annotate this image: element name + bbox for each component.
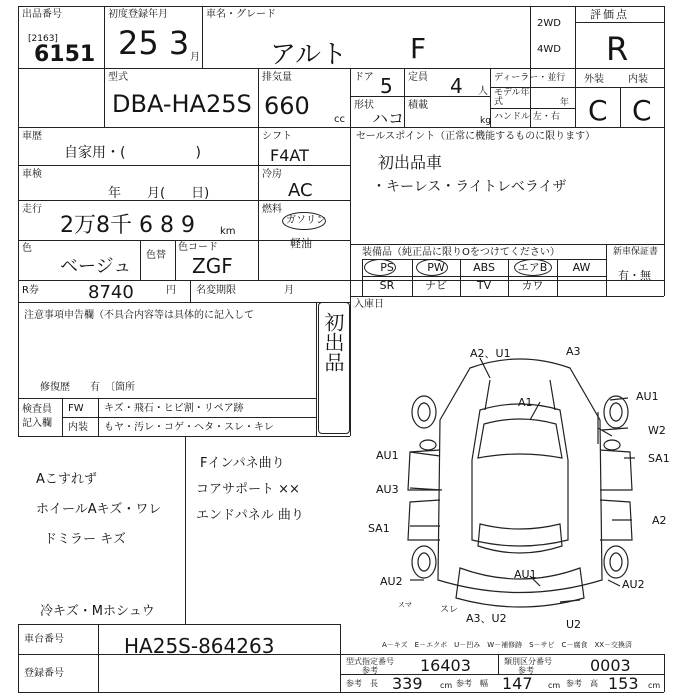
- damage-legend: A－キズ E－エクボ U－凹み W－補修跡 S－サビ C－腐食 XX－交換済: [382, 641, 633, 649]
- note-right-2: コアサポート ××: [196, 482, 300, 497]
- width-label: 幅: [480, 679, 488, 688]
- lot-number: 6151: [34, 42, 96, 67]
- chassis-label: 車台番号: [24, 634, 64, 645]
- length-ref-label: 参考: [346, 679, 362, 688]
- height-unit: cm: [648, 681, 661, 690]
- equipment-navi[interactable]: ナビ: [425, 279, 447, 292]
- divider: [340, 624, 341, 692]
- equipment-tv[interactable]: TV: [476, 279, 492, 292]
- car-name-label: 車名・グレード: [206, 9, 276, 20]
- divider: [498, 654, 499, 674]
- damage-mark: AU1: [514, 568, 537, 581]
- first-reg-value: 25 3: [118, 24, 190, 62]
- exterior-value: C: [588, 94, 608, 127]
- damage-mark: A2、U1: [470, 347, 511, 360]
- diagram-sma: スマ: [398, 601, 412, 609]
- divider: [362, 259, 606, 260]
- dealer-label[interactable]: ディーラー・並行: [494, 73, 566, 83]
- first-reg-label: 初度登録年月: [108, 9, 168, 20]
- width-value: 147: [502, 674, 533, 693]
- divider: [62, 398, 63, 436]
- shape-label: 形状: [354, 100, 374, 111]
- load-unit: kg: [480, 116, 491, 126]
- doors-label: ドア: [354, 72, 374, 83]
- name-change-month: 月: [284, 285, 294, 296]
- circle-mark: [364, 259, 396, 276]
- height-ref-label: 参考: [566, 679, 582, 688]
- inspection-label: 車検: [22, 169, 42, 180]
- car-name-value: アルト: [270, 40, 347, 70]
- doors-value: 5: [380, 74, 393, 98]
- length-value: 339: [392, 674, 423, 693]
- damage-mark: AU2: [380, 575, 403, 588]
- note-left-3: ドミラー キズ: [44, 532, 126, 547]
- name-change-label: 名変期限: [196, 285, 236, 296]
- rating-value: R: [606, 30, 629, 68]
- divider: [350, 302, 351, 436]
- model-year-unit: 年: [560, 98, 570, 108]
- damage-mark: SA1: [368, 522, 390, 535]
- capacity-unit: 人: [478, 86, 488, 97]
- length-label: 長: [370, 679, 378, 688]
- damage-mark: U2: [566, 618, 582, 631]
- divider: [98, 624, 99, 692]
- equipment-sr[interactable]: SR: [379, 279, 395, 292]
- shift-value: F4AT: [270, 146, 309, 165]
- model-year-label: モデル年式: [494, 88, 530, 107]
- frame-right: [664, 6, 665, 296]
- model-value: DBA-HA25S: [112, 90, 252, 118]
- divider: [362, 276, 606, 277]
- mileage-label: 走行: [22, 204, 42, 215]
- bottom-note: 冷キズ・Mホシュウ: [40, 604, 155, 619]
- fuel-label: 燃料: [262, 204, 282, 215]
- equipment-leather[interactable]: カワ: [521, 279, 544, 292]
- interior-label: 内装: [628, 74, 648, 85]
- color-code-value: ZGF: [192, 254, 233, 278]
- damage-mark: A3: [566, 345, 581, 358]
- damage-mark: スレ: [440, 605, 459, 615]
- fuel-value[interactable]: ガソリン: [286, 215, 326, 226]
- damage-mark: AU1: [636, 390, 659, 403]
- divider: [350, 127, 351, 302]
- new-warranty-label: 新車保証書: [613, 247, 659, 257]
- ac-value: AC: [288, 180, 313, 201]
- length-unit: cm: [440, 681, 453, 690]
- color-label: 色: [22, 243, 32, 254]
- divider: [258, 68, 259, 127]
- divider: [98, 398, 99, 436]
- damage-mark: W2: [648, 424, 666, 437]
- color-value: ベージュ: [60, 256, 132, 277]
- note-left-2: ホイールAキズ・ワレ: [36, 502, 162, 517]
- repair-label: 修復歴 有 〔箇所: [40, 382, 135, 393]
- new-warranty-value[interactable]: 有・無: [618, 269, 651, 282]
- divider: [18, 692, 340, 693]
- mileage-value: 2万8千 6 8 9: [60, 213, 195, 238]
- inspector-label: 検査員記入欄: [22, 404, 52, 429]
- chassis-value: HA25S-864263: [124, 634, 275, 658]
- arrival-label: 入庫日: [354, 299, 384, 310]
- model-label: 型式: [108, 72, 128, 83]
- divider: [340, 654, 664, 655]
- ref-label-2: 参考: [518, 666, 534, 675]
- sales-point-2: ・キーレス・ライトレベライザ: [372, 179, 567, 195]
- width-ref-label: 参考: [456, 679, 472, 688]
- color-tone-label: 色替: [146, 250, 166, 261]
- month-unit: 月: [190, 52, 200, 63]
- shift-label: シフト: [262, 131, 292, 142]
- sales-point-1: 初出品車: [378, 153, 443, 172]
- inspection-value: 年 月( 日): [108, 186, 210, 201]
- divider: [350, 244, 664, 245]
- notes-label: 注意事項申告欄（不具合内容等は具体的に記入して: [24, 310, 254, 321]
- class-value: 0003: [590, 656, 631, 675]
- frame-top: [18, 6, 664, 7]
- divider: [18, 127, 664, 128]
- divider: [185, 436, 186, 624]
- history-label: 車歴: [22, 131, 42, 142]
- divider: [140, 240, 141, 280]
- exterior-label: 外装: [584, 74, 604, 85]
- frame-left: [18, 6, 19, 436]
- note-right-3: エンドパネル 曲り: [196, 508, 304, 523]
- height-label: 高: [590, 679, 598, 688]
- divider: [18, 624, 19, 692]
- class-label: 類別区分番号: [504, 657, 552, 666]
- divider: [350, 68, 351, 127]
- inspector-row2: もヤ・汚レ・コゲ・ヘタ・スレ・キレ: [104, 422, 274, 433]
- load-label: 積載: [408, 100, 428, 111]
- inspector-row1: キズ・飛石・ヒビ割・リペア跡: [104, 403, 244, 414]
- mileage-unit: km: [220, 226, 236, 237]
- displacement-unit: cc: [334, 114, 345, 125]
- capacity-value: 4: [450, 74, 463, 98]
- equipment-abs[interactable]: ABS: [473, 261, 495, 274]
- interior-row-label: 内装: [68, 422, 88, 433]
- note-left-1: Aこすれず: [36, 472, 97, 487]
- drive-2wd[interactable]: 2WD: [537, 18, 561, 29]
- capacity-label: 定員: [408, 72, 428, 83]
- first-listing-stamp: 初出品: [321, 312, 345, 372]
- divider: [575, 6, 576, 127]
- car-diagram: [380, 340, 660, 630]
- damage-mark: AU2: [622, 578, 645, 591]
- history-value: 自家用・( ): [64, 145, 201, 161]
- divider: [18, 436, 350, 437]
- ref-label-1: 参考: [362, 666, 378, 675]
- divider: [18, 280, 664, 281]
- lot-code: [2163]: [28, 34, 58, 44]
- equipment-ps[interactable]: PS: [380, 261, 394, 274]
- reg-label: 登録番号: [24, 668, 64, 679]
- divider: [190, 280, 191, 302]
- damage-mark: AU3: [376, 483, 399, 496]
- damage-mark: AU1: [376, 449, 399, 462]
- equipment-airbag[interactable]: エアB: [517, 261, 548, 274]
- divider: [575, 22, 664, 23]
- note-right-1: Fインパネ曲り: [200, 456, 285, 471]
- divider: [202, 6, 203, 68]
- divider: [18, 165, 350, 166]
- divider: [175, 240, 176, 280]
- divider: [620, 87, 621, 127]
- fw-label: FW: [68, 403, 84, 414]
- circle-mark: [514, 259, 552, 276]
- sales-points-label: セールスポイント（正常に機能するものに限ります）: [356, 131, 596, 142]
- divider: [18, 624, 340, 625]
- damage-mark: A3、U2: [466, 612, 507, 625]
- interior-value: C: [632, 94, 652, 127]
- damage-mark: SA1: [648, 452, 670, 465]
- handle-label[interactable]: ハンドル 左・右: [494, 112, 560, 122]
- divider: [62, 417, 316, 418]
- fuel-alt[interactable]: 軽油: [290, 237, 312, 250]
- equipment-aw[interactable]: AW: [572, 261, 591, 274]
- height-value: 153: [608, 674, 639, 693]
- ac-label: 冷房: [262, 169, 282, 180]
- circle-mark: [416, 259, 448, 276]
- rating-label: 評価点: [590, 8, 629, 21]
- equipment-pw[interactable]: PW: [427, 261, 445, 274]
- recycle-unit: 円: [166, 285, 176, 296]
- damage-mark: A1: [518, 396, 533, 409]
- model-cert-label: 型式指定番号: [346, 657, 394, 666]
- grade-value: F: [410, 32, 427, 65]
- damage-mark: A2: [652, 514, 667, 527]
- recycle-value: 8740: [88, 282, 134, 303]
- divider: [104, 6, 105, 127]
- divider: [404, 68, 405, 127]
- displacement-value: 660: [264, 92, 310, 120]
- divider: [350, 96, 490, 97]
- color-code-label: 色コード: [178, 242, 218, 253]
- shape-value: ハコ: [372, 109, 405, 128]
- width-unit: cm: [548, 681, 561, 690]
- recycle-label: R券: [22, 285, 39, 296]
- model-cert-value: 16403: [420, 656, 471, 675]
- divider: [316, 302, 317, 436]
- displacement-label: 排気量: [262, 72, 292, 83]
- divider: [18, 302, 350, 303]
- divider: [258, 127, 259, 280]
- divider: [350, 296, 664, 297]
- equipment-label: 装備品（純正品に限りOをつけてください）: [362, 247, 560, 258]
- divider: [606, 244, 607, 296]
- drive-4wd[interactable]: 4WD: [537, 44, 561, 55]
- lot-label: 出品番号: [22, 9, 62, 20]
- divider: [664, 654, 665, 692]
